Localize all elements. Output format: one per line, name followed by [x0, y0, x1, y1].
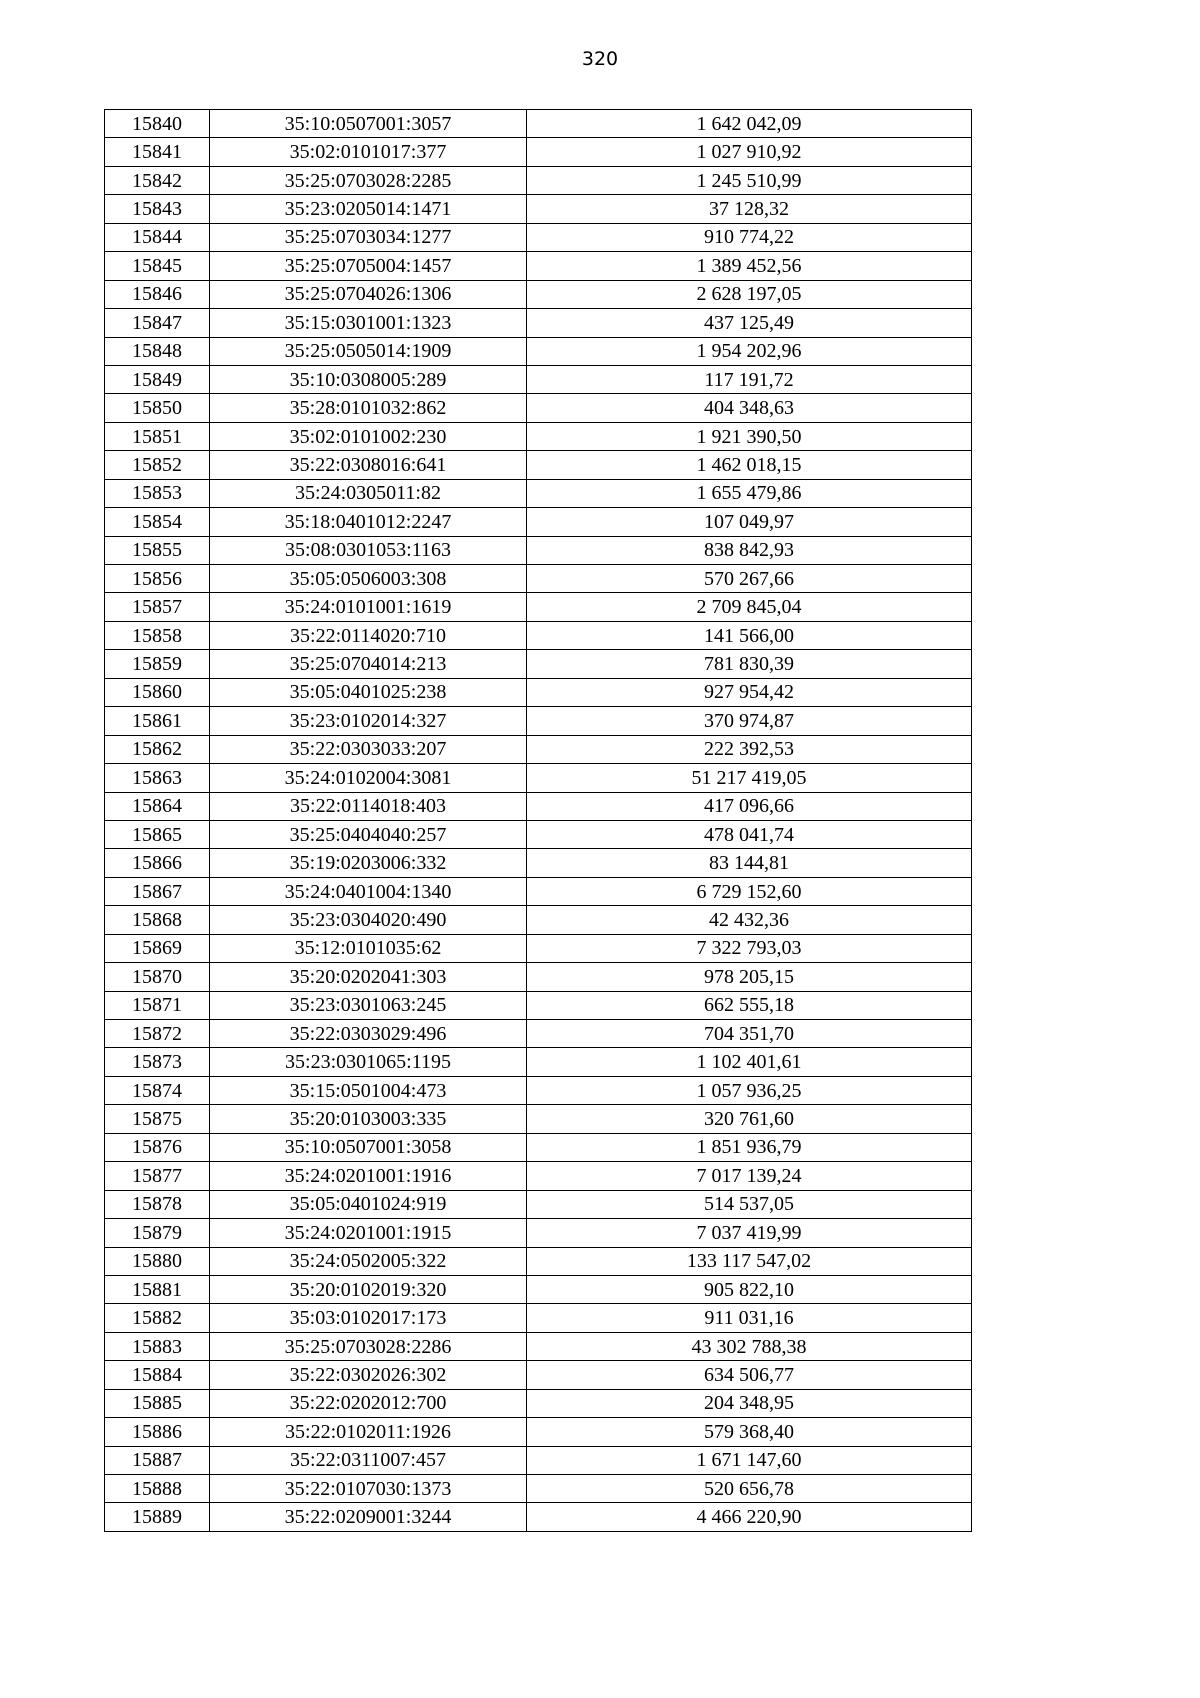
- cadastral-number-cell: 35:22:0102011:1926: [210, 1418, 527, 1446]
- row-number-cell: 15871: [105, 991, 210, 1019]
- cadastral-number-cell: 35:10:0507001:3058: [210, 1133, 527, 1161]
- cadastral-value-cell: 911 031,16: [527, 1304, 972, 1332]
- table-row: [105, 1133, 972, 1161]
- row-number-cell: 15869: [105, 934, 210, 962]
- row-number-cell: 15855: [105, 536, 210, 564]
- table-row: [105, 1048, 972, 1076]
- table-row: [105, 650, 972, 678]
- cadastral-value-cell: 1 389 452,56: [527, 252, 972, 280]
- cadastral-number-cell: 35:25:0703028:2285: [210, 166, 527, 194]
- cadastral-number-cell: 35:25:0704014:213: [210, 650, 527, 678]
- cadastral-number-cell: 35:19:0203006:332: [210, 849, 527, 877]
- cadastral-value-table: [104, 109, 972, 1532]
- cadastral-value-cell: 4 466 220,90: [527, 1503, 972, 1531]
- row-number-cell: 15877: [105, 1162, 210, 1190]
- table-row: [105, 906, 972, 934]
- table-row: [105, 394, 972, 422]
- cadastral-value-cell: 978 205,15: [527, 963, 972, 991]
- row-number-cell: 15868: [105, 906, 210, 934]
- row-number-cell: 15843: [105, 195, 210, 223]
- cadastral-value-cell: 634 506,77: [527, 1361, 972, 1389]
- row-number-cell: 15847: [105, 309, 210, 337]
- cadastral-value-cell: 7 037 419,99: [527, 1219, 972, 1247]
- row-number-cell: 15853: [105, 479, 210, 507]
- cadastral-number-cell: 35:25:0505014:1909: [210, 337, 527, 365]
- table-row: [105, 1275, 972, 1303]
- cadastral-number-cell: 35:24:0101001:1619: [210, 593, 527, 621]
- cadastral-value-cell: 42 432,36: [527, 906, 972, 934]
- cadastral-number-cell: 35:23:0301065:1195: [210, 1048, 527, 1076]
- cadastral-number-cell: 35:25:0404040:257: [210, 820, 527, 848]
- cadastral-value-cell: 7 322 793,03: [527, 934, 972, 962]
- row-number-cell: 15861: [105, 707, 210, 735]
- cadastral-number-cell: 35:02:0101017:377: [210, 138, 527, 166]
- cadastral-value-cell: 107 049,97: [527, 508, 972, 536]
- table-row: [105, 1247, 972, 1275]
- row-number-cell: 15872: [105, 1020, 210, 1048]
- cadastral-value-cell: 662 555,18: [527, 991, 972, 1019]
- cadastral-value-cell: 838 842,93: [527, 536, 972, 564]
- table-row: [105, 1304, 972, 1332]
- table-row: [105, 735, 972, 763]
- cadastral-value-cell: 437 125,49: [527, 309, 972, 337]
- cadastral-number-cell: 35:22:0114018:403: [210, 792, 527, 820]
- row-number-cell: 15887: [105, 1446, 210, 1474]
- cadastral-value-cell: 1 102 401,61: [527, 1048, 972, 1076]
- table-row: [105, 1418, 972, 1446]
- cadastral-number-cell: 35:05:0401025:238: [210, 678, 527, 706]
- cadastral-number-cell: 35:23:0304020:490: [210, 906, 527, 934]
- row-number-cell: 15849: [105, 365, 210, 393]
- cadastral-number-cell: 35:24:0201001:1915: [210, 1219, 527, 1247]
- table-row: [105, 1446, 972, 1474]
- cadastral-number-cell: 35:22:0114020:710: [210, 621, 527, 649]
- row-number-cell: 15879: [105, 1219, 210, 1247]
- row-number-cell: 15889: [105, 1503, 210, 1531]
- row-number-cell: 15841: [105, 138, 210, 166]
- cadastral-number-cell: 35:15:0501004:473: [210, 1076, 527, 1104]
- row-number-cell: 15852: [105, 451, 210, 479]
- table-row: [105, 1190, 972, 1218]
- row-number-cell: 15866: [105, 849, 210, 877]
- table-row: [105, 593, 972, 621]
- row-number-cell: 15845: [105, 252, 210, 280]
- table-row: [105, 1219, 972, 1247]
- row-number-cell: 15888: [105, 1475, 210, 1503]
- row-number-cell: 15842: [105, 166, 210, 194]
- row-number-cell: 15856: [105, 565, 210, 593]
- cadastral-number-cell: 35:05:0506003:308: [210, 565, 527, 593]
- cadastral-number-cell: 35:05:0401024:919: [210, 1190, 527, 1218]
- cadastral-value-cell: 2 628 197,05: [527, 280, 972, 308]
- cadastral-number-cell: 35:22:0303033:207: [210, 735, 527, 763]
- cadastral-value-cell: 704 351,70: [527, 1020, 972, 1048]
- table-row: [105, 1076, 972, 1104]
- row-number-cell: 15859: [105, 650, 210, 678]
- row-number-cell: 15883: [105, 1332, 210, 1360]
- cadastral-value-cell: 1 462 018,15: [527, 451, 972, 479]
- cadastral-value-cell: 6 729 152,60: [527, 877, 972, 905]
- table-row: [105, 195, 972, 223]
- cadastral-number-cell: 35:18:0401012:2247: [210, 508, 527, 536]
- table-row: [105, 1503, 972, 1531]
- cadastral-value-cell: 51 217 419,05: [527, 764, 972, 792]
- row-number-cell: 15846: [105, 280, 210, 308]
- cadastral-number-cell: 35:22:0311007:457: [210, 1446, 527, 1474]
- row-number-cell: 15867: [105, 877, 210, 905]
- cadastral-value-cell: 417 096,66: [527, 792, 972, 820]
- table-row: [105, 678, 972, 706]
- cadastral-number-cell: 35:28:0101032:862: [210, 394, 527, 422]
- cadastral-number-cell: 35:22:0209001:3244: [210, 1503, 527, 1531]
- cadastral-value-cell: 404 348,63: [527, 394, 972, 422]
- row-number-cell: 15873: [105, 1048, 210, 1076]
- table-row: [105, 252, 972, 280]
- table-row: [105, 280, 972, 308]
- row-number-cell: 15844: [105, 223, 210, 251]
- cadastral-number-cell: 35:22:0202012:700: [210, 1389, 527, 1417]
- row-number-cell: 15850: [105, 394, 210, 422]
- row-number-cell: 15857: [105, 593, 210, 621]
- row-number-cell: 15864: [105, 792, 210, 820]
- cadastral-value-cell: 1 921 390,50: [527, 422, 972, 450]
- cadastral-value-cell: 1 245 510,99: [527, 166, 972, 194]
- page-number: 320: [581, 48, 619, 70]
- cadastral-value-cell: 7 017 139,24: [527, 1162, 972, 1190]
- cadastral-number-cell: 35:25:0703028:2286: [210, 1332, 527, 1360]
- cadastral-value-cell: 370 974,87: [527, 707, 972, 735]
- table-row: [105, 1332, 972, 1360]
- table-row: [105, 365, 972, 393]
- table-body: [105, 110, 972, 1532]
- cadastral-number-cell: 35:12:0101035:62: [210, 934, 527, 962]
- cadastral-number-cell: 35:02:0101002:230: [210, 422, 527, 450]
- cadastral-value-cell: 141 566,00: [527, 621, 972, 649]
- table-row: [105, 792, 972, 820]
- table-row: [105, 707, 972, 735]
- cadastral-value-cell: 204 348,95: [527, 1389, 972, 1417]
- cadastral-number-cell: 35:20:0202041:303: [210, 963, 527, 991]
- row-number-cell: 15881: [105, 1275, 210, 1303]
- cadastral-number-cell: 35:24:0502005:322: [210, 1247, 527, 1275]
- cadastral-number-cell: 35:22:0308016:641: [210, 451, 527, 479]
- row-number-cell: 15870: [105, 963, 210, 991]
- table-row: [105, 991, 972, 1019]
- table-row: [105, 621, 972, 649]
- table-row: [105, 849, 972, 877]
- row-number-cell: 15851: [105, 422, 210, 450]
- cadastral-number-cell: 35:10:0507001:3057: [210, 110, 527, 138]
- table-row: [105, 451, 972, 479]
- table-row: [105, 223, 972, 251]
- table-row: [105, 479, 972, 507]
- row-number-cell: 15863: [105, 764, 210, 792]
- row-number-cell: 15854: [105, 508, 210, 536]
- row-number-cell: 15840: [105, 110, 210, 138]
- cadastral-value-cell: 478 041,74: [527, 820, 972, 848]
- cadastral-value-cell: 1 954 202,96: [527, 337, 972, 365]
- cadastral-value-cell: 1 027 910,92: [527, 138, 972, 166]
- cadastral-value-cell: 514 537,05: [527, 1190, 972, 1218]
- row-number-cell: 15848: [105, 337, 210, 365]
- cadastral-number-cell: 35:20:0102019:320: [210, 1275, 527, 1303]
- cadastral-value-cell: 927 954,42: [527, 678, 972, 706]
- cadastral-number-cell: 35:10:0308005:289: [210, 365, 527, 393]
- cadastral-number-cell: 35:08:0301053:1163: [210, 536, 527, 564]
- cadastral-number-cell: 35:22:0107030:1373: [210, 1475, 527, 1503]
- table-row: [105, 138, 972, 166]
- table-row: [105, 1162, 972, 1190]
- cadastral-value-cell: 1 851 936,79: [527, 1133, 972, 1161]
- cadastral-value-cell: 1 057 936,25: [527, 1076, 972, 1104]
- cadastral-number-cell: 35:24:0102004:3081: [210, 764, 527, 792]
- cadastral-number-cell: 35:23:0301063:245: [210, 991, 527, 1019]
- table-row: [105, 166, 972, 194]
- table-row: [105, 820, 972, 848]
- table-row: [105, 963, 972, 991]
- cadastral-value-cell: 37 128,32: [527, 195, 972, 223]
- table-row: [105, 1105, 972, 1133]
- cadastral-number-cell: 35:20:0103003:335: [210, 1105, 527, 1133]
- table-row: [105, 1020, 972, 1048]
- row-number-cell: 15862: [105, 735, 210, 763]
- row-number-cell: 15884: [105, 1361, 210, 1389]
- row-number-cell: 15880: [105, 1247, 210, 1275]
- cadastral-number-cell: 35:23:0102014:327: [210, 707, 527, 735]
- cadastral-value-cell: 1 655 479,86: [527, 479, 972, 507]
- cadastral-number-cell: 35:25:0704026:1306: [210, 280, 527, 308]
- table-row: [105, 764, 972, 792]
- cadastral-value-cell: 910 774,22: [527, 223, 972, 251]
- cadastral-number-cell: 35:23:0205014:1471: [210, 195, 527, 223]
- row-number-cell: 15865: [105, 820, 210, 848]
- row-number-cell: 15876: [105, 1133, 210, 1161]
- cadastral-number-cell: 35:24:0305011:82: [210, 479, 527, 507]
- cadastral-value-cell: 1 642 042,09: [527, 110, 972, 138]
- table-row: [105, 565, 972, 593]
- table-row: [105, 508, 972, 536]
- table-row: [105, 1389, 972, 1417]
- cadastral-value-cell: 117 191,72: [527, 365, 972, 393]
- table-row: [105, 1361, 972, 1389]
- table-row: [105, 337, 972, 365]
- table-row: [105, 309, 972, 337]
- cadastral-value-cell: 781 830,39: [527, 650, 972, 678]
- cadastral-value-cell: 320 761,60: [527, 1105, 972, 1133]
- table-row: [105, 536, 972, 564]
- table-row: [105, 877, 972, 905]
- row-number-cell: 15886: [105, 1418, 210, 1446]
- cadastral-value-cell: 570 267,66: [527, 565, 972, 593]
- row-number-cell: 15885: [105, 1389, 210, 1417]
- table-row: [105, 422, 972, 450]
- cadastral-value-cell: 133 117 547,02: [527, 1247, 972, 1275]
- table-row: [105, 934, 972, 962]
- table-row: [105, 110, 972, 138]
- cadastral-value-cell: 43 302 788,38: [527, 1332, 972, 1360]
- cadastral-value-cell: 905 822,10: [527, 1275, 972, 1303]
- row-number-cell: 15874: [105, 1076, 210, 1104]
- cadastral-value-cell: 520 656,78: [527, 1475, 972, 1503]
- cadastral-number-cell: 35:24:0201001:1916: [210, 1162, 527, 1190]
- cadastral-value-cell: 222 392,53: [527, 735, 972, 763]
- row-number-cell: 15878: [105, 1190, 210, 1218]
- cadastral-number-cell: 35:25:0703034:1277: [210, 223, 527, 251]
- row-number-cell: 15875: [105, 1105, 210, 1133]
- row-number-cell: 15860: [105, 678, 210, 706]
- cadastral-number-cell: 35:22:0303029:496: [210, 1020, 527, 1048]
- cadastral-number-cell: 35:25:0705004:1457: [210, 252, 527, 280]
- cadastral-value-cell: 579 368,40: [527, 1418, 972, 1446]
- cadastral-value-cell: 1 671 147,60: [527, 1446, 972, 1474]
- cadastral-value-cell: 2 709 845,04: [527, 593, 972, 621]
- row-number-cell: 15858: [105, 621, 210, 649]
- cadastral-number-cell: 35:15:0301001:1323: [210, 309, 527, 337]
- cadastral-number-cell: 35:03:0102017:173: [210, 1304, 527, 1332]
- table-row: [105, 1475, 972, 1503]
- cadastral-value-cell: 83 144,81: [527, 849, 972, 877]
- row-number-cell: 15882: [105, 1304, 210, 1332]
- cadastral-number-cell: 35:22:0302026:302: [210, 1361, 527, 1389]
- cadastral-number-cell: 35:24:0401004:1340: [210, 877, 527, 905]
